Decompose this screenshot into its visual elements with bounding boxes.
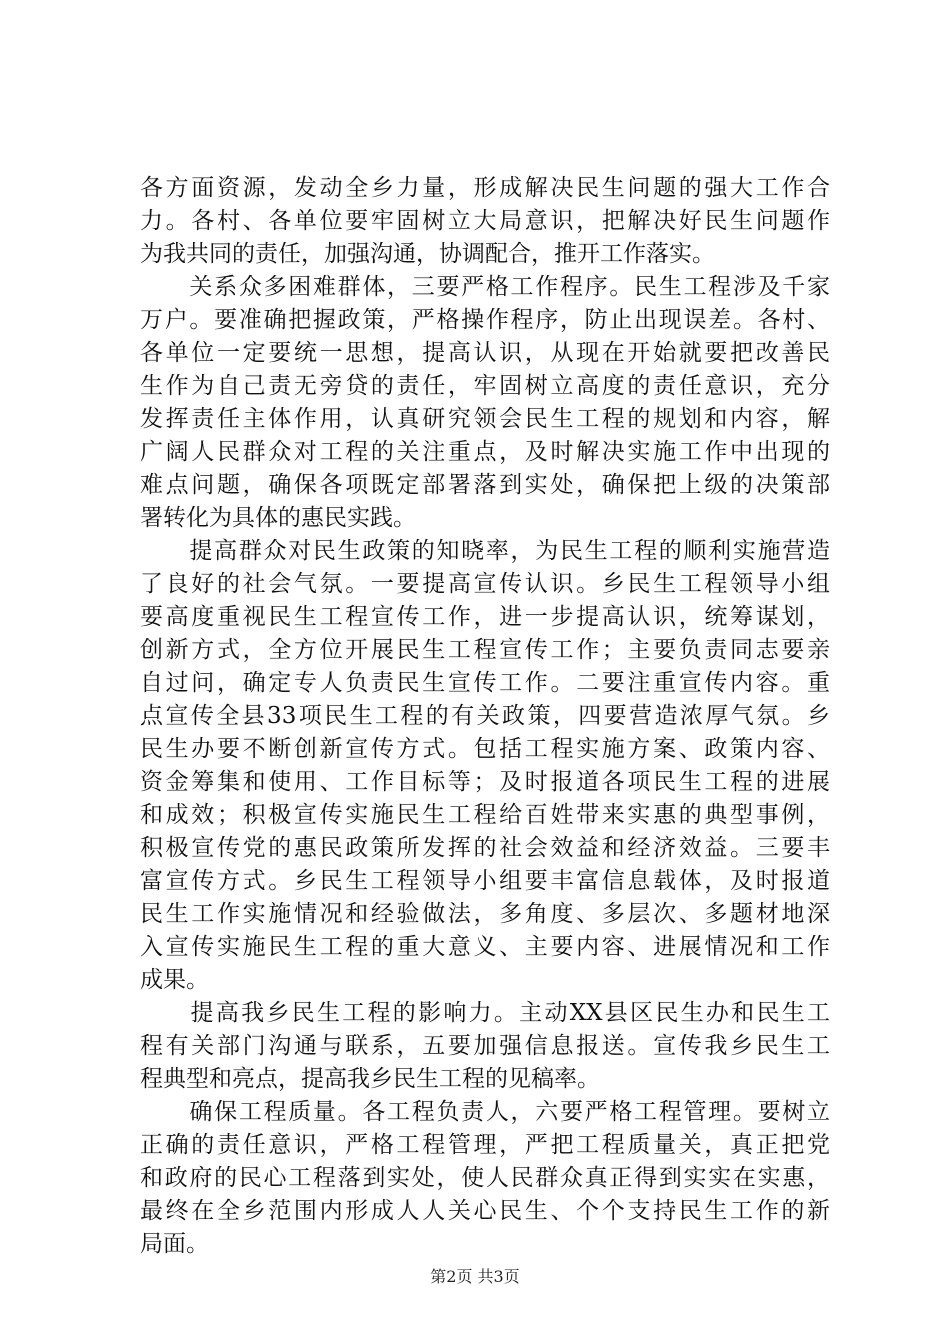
text-line: 积极宣传党的惠民政策所发挥的社会效益和经济效益。三要丰 [140, 835, 830, 861]
text-line: 各方面资源，发动全乡力量，形成解决民生问题的强大工作合 [140, 175, 830, 201]
text-line: 正确的责任意识，严格工程管理，严把工程质量关，真正把党 [140, 1132, 830, 1158]
text-line: 最终在全乡范围内形成人人关心民生、个个支持民生工作的新 [140, 1198, 830, 1224]
text-line: 程典型和亮点，提高我乡民生工程的见稿率。 [140, 1066, 600, 1092]
text-line: 入宣传实施民生工程的重大意义、主要内容、进展情况和工作 [140, 934, 830, 960]
text-line: 关系众多困难群体，三要严格工作程序。民生工程涉及千家 [140, 274, 830, 300]
text-line: 资金筹集和使用、工作目标等；及时报道各项民生工程的进展 [140, 769, 830, 795]
text-line: 程有关部门沟通与联系，五要加强信息报送。宣传我乡民生工 [140, 1033, 830, 1059]
page-number-footer: 第2页 共3页 [430, 1267, 520, 1286]
text-line: 创新方式，全方位开展民生工程宣传工作；主要负责同志要亲 [140, 637, 830, 663]
text-line: 和成效；积极宣传实施民生工程给百姓带来实惠的典型事例， [140, 802, 830, 828]
text-line: 生作为自己责无旁贷的责任，牢固树立高度的责任意识，充分 [140, 373, 830, 399]
text-line: 成果。 [140, 967, 209, 993]
text-line: 发挥责任主体作用，认真研究领会民生工程的规划和内容，解 [140, 406, 830, 432]
text-line: 广阔人民群众对工程的关注重点，及时解决实施工作中出现的 [140, 439, 830, 465]
text-line: 力。各村、各单位要牢固树立大局意识，把解决好民生问题作 [140, 208, 830, 234]
text-line: 提高我乡民生工程的影响力。主动XX县区民生办和民生工 [140, 1000, 830, 1026]
text-line: 提高群众对民生政策的知晓率，为民生工程的顺利实施营造 [140, 538, 830, 564]
body-text [140, 172, 830, 1261]
text-line: 自过问，确定专人负责民生宣传工作。二要注重宣传内容。重 [140, 670, 830, 696]
text-line: 富宣传方式。乡民生工程领导小组要丰富信息载体，及时报道 [140, 868, 830, 894]
text-line: 万户。要准确把握政策，严格操作程序，防止出现误差。各村、 [140, 307, 830, 333]
text-line: 难点问题，确保各项既定部署落到实处，确保把上级的决策部 [140, 472, 830, 498]
text-line: 和政府的民心工程落到实处，使人民群众真正得到实实在实惠， [140, 1165, 830, 1191]
text-line: 为我共同的责任，加强沟通，协调配合，推开工作落实。 [140, 241, 715, 267]
text-line: 局面。 [140, 1231, 209, 1257]
text-line: 了良好的社会气氛。一要提高宣传认识。乡民生工程领导小组 [140, 571, 830, 597]
text-line: 要高度重视民生工程宣传工作，进一步提高认识，统筹谋划， [140, 604, 830, 630]
text-line: 确保工程质量。各工程负责人，六要严格工程管理。要树立 [140, 1099, 830, 1125]
text-line: 民生工作实施情况和经验做法，多角度、多层次、多题材地深 [140, 901, 830, 927]
text-line: 各单位一定要统一思想，提高认识，从现在开始就要把改善民 [140, 340, 830, 366]
text-line: 署转化为具体的惠民实践。 [140, 505, 416, 531]
text-line: 民生办要不断创新宣传方式。包括工程实施方案、政策内容、 [140, 736, 830, 762]
text-line: 点宣传全县33项民生工程的有关政策，四要营造浓厚气氛。乡 [140, 703, 830, 729]
